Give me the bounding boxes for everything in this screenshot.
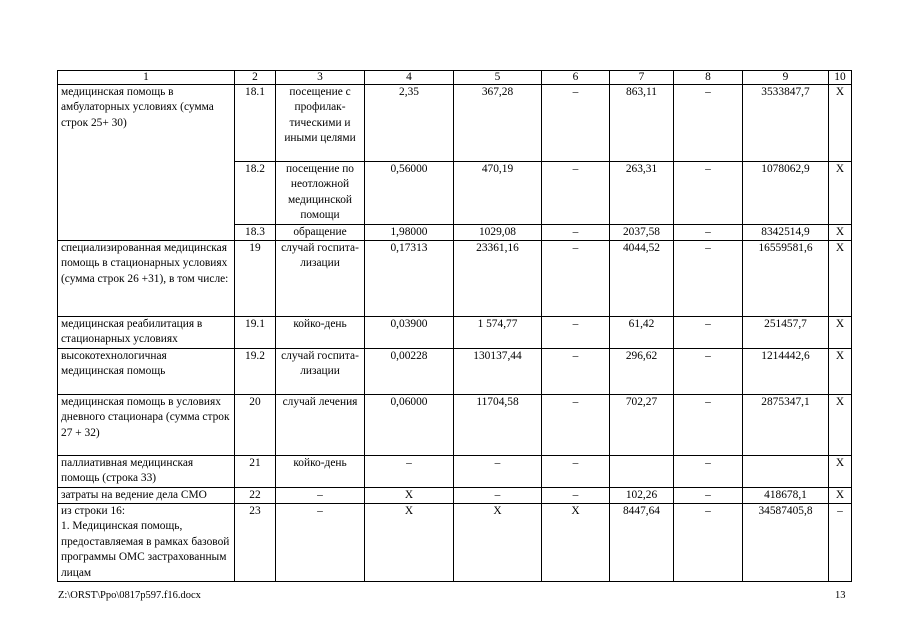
cell: 2037,58 xyxy=(610,224,674,240)
row-name: паллиативная медицинская помощь (строка 33) xyxy=(58,455,235,487)
row-unit: – xyxy=(276,487,365,503)
row-name: высокотехнологичная медицинская помощь xyxy=(58,348,235,394)
cell: – xyxy=(674,241,743,317)
cell: 418678,1 xyxy=(743,487,829,503)
cell xyxy=(743,455,829,487)
cell: 367,28 xyxy=(454,85,542,162)
table-row xyxy=(58,487,852,503)
data-table xyxy=(57,70,852,582)
header-cell: 4 xyxy=(365,71,454,85)
cell: – xyxy=(674,455,743,487)
row-unit: койко-день xyxy=(276,317,365,349)
cell: 4044,52 xyxy=(610,241,674,317)
row-unit: случай госпита-лизации xyxy=(276,348,365,394)
cell: 1029,08 xyxy=(454,224,542,240)
cell: 8447,64 xyxy=(610,504,674,582)
cell: 702,27 xyxy=(610,394,674,455)
cell: 2,35 xyxy=(365,85,454,162)
cell: – xyxy=(674,85,743,162)
row-unit: посещение по неотложной медицинской помощи xyxy=(276,162,365,225)
table-row xyxy=(58,455,852,487)
cell: – xyxy=(542,317,610,349)
cell: 0,00228 xyxy=(365,348,454,394)
row-code: 21 xyxy=(235,455,276,487)
cell: 3533847,7 xyxy=(743,85,829,162)
table-row xyxy=(58,317,852,349)
table-row xyxy=(58,504,852,582)
header-cell: 6 xyxy=(542,71,610,85)
cell: 102,26 xyxy=(610,487,674,503)
cell: 61,42 xyxy=(610,317,674,349)
cell: – xyxy=(674,394,743,455)
cell: 130137,44 xyxy=(454,348,542,394)
row-code: 18.3 xyxy=(235,224,276,240)
row-code: 18.2 xyxy=(235,162,276,225)
row-unit: обращение xyxy=(276,224,365,240)
row-unit: случай лечения xyxy=(276,394,365,455)
cell: – xyxy=(454,455,542,487)
header-cell: 3 xyxy=(276,71,365,85)
row-name: специализированная медицинская помощь в стационарных условиях (сумма строк 26 +31), в том числе: xyxy=(58,241,235,317)
cell: – xyxy=(542,487,610,503)
table-row xyxy=(58,241,852,317)
table-row xyxy=(58,85,852,162)
cell: 11704,58 xyxy=(454,394,542,455)
row-unit: – xyxy=(276,504,365,582)
table-row xyxy=(58,394,852,455)
row-name: медицинская реабилитация в стационарных условиях xyxy=(58,317,235,349)
header-cell: 8 xyxy=(674,71,743,85)
cell: – xyxy=(542,455,610,487)
page-number: 13 xyxy=(835,590,846,601)
cell: 34587405,8 xyxy=(743,504,829,582)
cell: 470,19 xyxy=(454,162,542,225)
cell: 1,98000 xyxy=(365,224,454,240)
cell: – xyxy=(542,241,610,317)
cell: Х xyxy=(829,224,852,240)
cell: 863,11 xyxy=(610,85,674,162)
cell: – xyxy=(542,85,610,162)
cell: Х xyxy=(829,394,852,455)
cell: Х xyxy=(454,504,542,582)
cell: Х xyxy=(542,504,610,582)
cell: 0,06000 xyxy=(365,394,454,455)
row-code: 18.1 xyxy=(235,85,276,162)
cell: Х xyxy=(365,487,454,503)
row-code: 23 xyxy=(235,504,276,582)
cell: 1214442,6 xyxy=(743,348,829,394)
cell: – xyxy=(674,487,743,503)
row-name: из строки 16: 1. Медицинская помощь, предоставляемая в рамках базовой программы ОМС застрахованным лицам xyxy=(58,504,235,582)
cell: – xyxy=(542,348,610,394)
cell: Х xyxy=(829,487,852,503)
row-code: 19 xyxy=(235,241,276,317)
footer-file-path: Z:\ORST\Ppo\0817p597.f16.docx xyxy=(58,590,201,601)
cell: Х xyxy=(829,241,852,317)
cell: 1078062,9 xyxy=(743,162,829,225)
table-row xyxy=(58,348,852,394)
row-code: 22 xyxy=(235,487,276,503)
row-code: 19.1 xyxy=(235,317,276,349)
header-cell: 9 xyxy=(743,71,829,85)
cell: Х xyxy=(829,85,852,162)
cell: – xyxy=(454,487,542,503)
cell: 0,03900 xyxy=(365,317,454,349)
cell: Х xyxy=(829,348,852,394)
cell: 0,17313 xyxy=(365,241,454,317)
cell: 263,31 xyxy=(610,162,674,225)
cell: 251457,7 xyxy=(743,317,829,349)
row-code: 19.2 xyxy=(235,348,276,394)
cell: 1 574,77 xyxy=(454,317,542,349)
cell: 16559581,6 xyxy=(743,241,829,317)
cell: – xyxy=(674,317,743,349)
row-unit: койко-день xyxy=(276,455,365,487)
cell: 8342514,9 xyxy=(743,224,829,240)
row-name: медицинская помощь в условиях дневного стационара (сумма строк 27 + 32) xyxy=(58,394,235,455)
row-name: медицинская помощь в амбулаторных условиях (сумма строк 25+ 30) xyxy=(58,85,235,241)
header-cell: 5 xyxy=(454,71,542,85)
cell: Х xyxy=(829,162,852,225)
cell: 0,56000 xyxy=(365,162,454,225)
cell: – xyxy=(542,224,610,240)
cell: – xyxy=(674,348,743,394)
row-name: затраты на ведение дела СМО xyxy=(58,487,235,503)
cell: 2875347,1 xyxy=(743,394,829,455)
row-code: 20 xyxy=(235,394,276,455)
cell: – xyxy=(674,162,743,225)
header-cell: 2 xyxy=(235,71,276,85)
cell: – xyxy=(542,162,610,225)
header-cell: 7 xyxy=(610,71,674,85)
cell: – xyxy=(674,224,743,240)
cell: Х xyxy=(365,504,454,582)
cell: – xyxy=(542,394,610,455)
cell: Х xyxy=(829,317,852,349)
cell: – xyxy=(365,455,454,487)
row-unit: посещение с профилак-тическими и иными целями xyxy=(276,85,365,162)
header-cell: 1 xyxy=(58,71,235,85)
header-row xyxy=(58,71,852,85)
cell: 296,62 xyxy=(610,348,674,394)
row-unit: случай госпита-лизации xyxy=(276,241,365,317)
cell: – xyxy=(829,504,852,582)
cell: 23361,16 xyxy=(454,241,542,317)
header-cell: 10 xyxy=(829,71,852,85)
cell xyxy=(610,455,674,487)
cell: Х xyxy=(829,455,852,487)
cell: – xyxy=(674,504,743,582)
